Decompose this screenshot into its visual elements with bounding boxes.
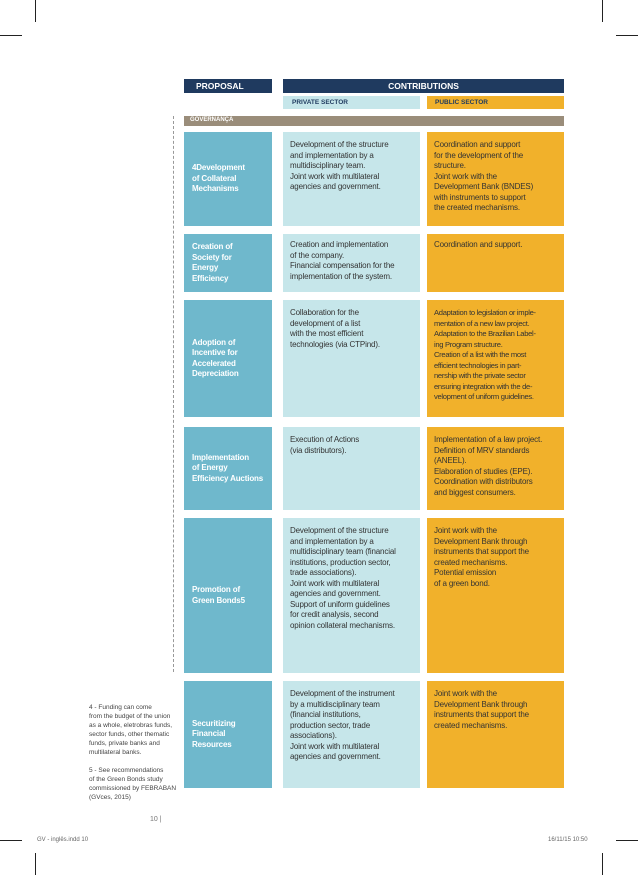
- private-cell: [283, 300, 420, 417]
- public-cell: [427, 518, 564, 673]
- print-slug-filename: GV - inglês.indd 10: [37, 837, 89, 843]
- proposal-label: 4Development of Collateral Mechanisms: [192, 163, 245, 194]
- proposal-cell: [184, 234, 272, 292]
- private-cell: [283, 234, 420, 292]
- crop-mark: [0, 840, 22, 841]
- private-text: Creation and implementation of the company. Financial compensation for the implementation of the system.: [290, 240, 395, 281]
- public-text: Implementation of a law project. Definition of MRV standards (ANEEL). Elaboration of studies (EPE). Coordination with distributors and biggest consumers.: [434, 435, 543, 497]
- private-text: Collaboration for the development of a list with the most efficient technologies (via CTPind).: [290, 308, 380, 349]
- crop-mark: [616, 35, 638, 36]
- public-sector-header: PUBLIC SECTOR: [427, 96, 564, 109]
- proposal-label: Securitizing Financial Resources: [192, 718, 236, 749]
- private-cell: [283, 681, 420, 788]
- crop-mark: [616, 840, 638, 841]
- crop-mark: [35, 0, 36, 22]
- proposal-cell: [184, 681, 272, 788]
- public-text: Joint work with the Development Bank through instruments that support the created mechanisms.: [434, 689, 529, 730]
- proposal-header: PROPOSAL: [184, 79, 272, 93]
- proposal-cell: [184, 427, 272, 510]
- dotted-divider: [173, 116, 174, 672]
- proposal-cell: [184, 518, 272, 673]
- page-number: 10 |: [150, 816, 162, 823]
- crop-mark: [602, 853, 603, 875]
- proposal-cell: [184, 132, 272, 226]
- crop-mark: [0, 35, 22, 36]
- private-text: Development of the instrument by a multidisciplinary team (financial institutions, production sector, trade associations). Joint work with multilateral agencies and government.: [290, 689, 395, 761]
- private-cell: [283, 132, 420, 226]
- proposal-label: Promotion of Green Bonds5: [192, 585, 245, 605]
- private-text: Execution of Actions (via distributors).: [290, 435, 360, 455]
- proposal-label: Adoption of Incentive for Accelerated Depreciation: [192, 337, 239, 378]
- public-cell: [427, 132, 564, 226]
- public-cell: [427, 300, 564, 417]
- crop-mark: [35, 853, 36, 875]
- footnotes: 4 - Funding can come from the budget of the union as a whole, eletrobras funds, sector funds, other thematic funds, private banks and multilateral banks. 5 - See recommendations of the Green Bonds study commissioned by FEBRABAN (GVces, 2015): [89, 704, 177, 801]
- private-text: Development of the structure and implementation by a multidisciplinary team. Joint work with multilateral agencies and government.: [290, 140, 389, 191]
- private-sector-header: PRIVATE SECTOR: [283, 96, 420, 109]
- section-bar: GOVERNANÇA: [184, 116, 564, 126]
- public-cell: [427, 681, 564, 788]
- public-text: Coordination and support for the development of the structure. Joint work with the Development Bank (BNDES) with instruments to support the created mechanisms.: [434, 140, 534, 212]
- print-slug-timestamp: 16/11/15 10:50: [548, 837, 588, 843]
- proposal-cell: [184, 300, 272, 417]
- private-text: Development of the structure and implementation by a multidisciplinary team (financial institutions, production sector, trade associations). Joint work with multilateral agencies and government. Support of uniform guidelines for credit analysis, second opinion collateral mechanisms.: [290, 526, 396, 630]
- public-text: Adaptation to legislation or imple- mentation of a new law project. Adaptation to the Brazilian Label- ing Program structure. Creation of a list with the most efficient technologies in part- nership with the private sector ensuring integration with the de- velopment of uniform guidelines.: [434, 308, 536, 401]
- private-cell: [283, 427, 420, 510]
- public-text: Coordination and support.: [434, 240, 523, 249]
- private-cell: [283, 518, 420, 673]
- public-cell: [427, 427, 564, 510]
- public-cell: [427, 234, 564, 292]
- crop-mark: [602, 0, 603, 22]
- contributions-header: CONTRIBUTIONS: [283, 79, 564, 93]
- proposal-label: Implementation of Energy Efficiency Auctions: [192, 452, 264, 483]
- proposal-label: Creation of Society for Energy Efficiency: [192, 242, 233, 283]
- public-text: Joint work with the Development Bank through instruments that support the created mechanisms. Potential emission of a green bond.: [434, 526, 529, 588]
